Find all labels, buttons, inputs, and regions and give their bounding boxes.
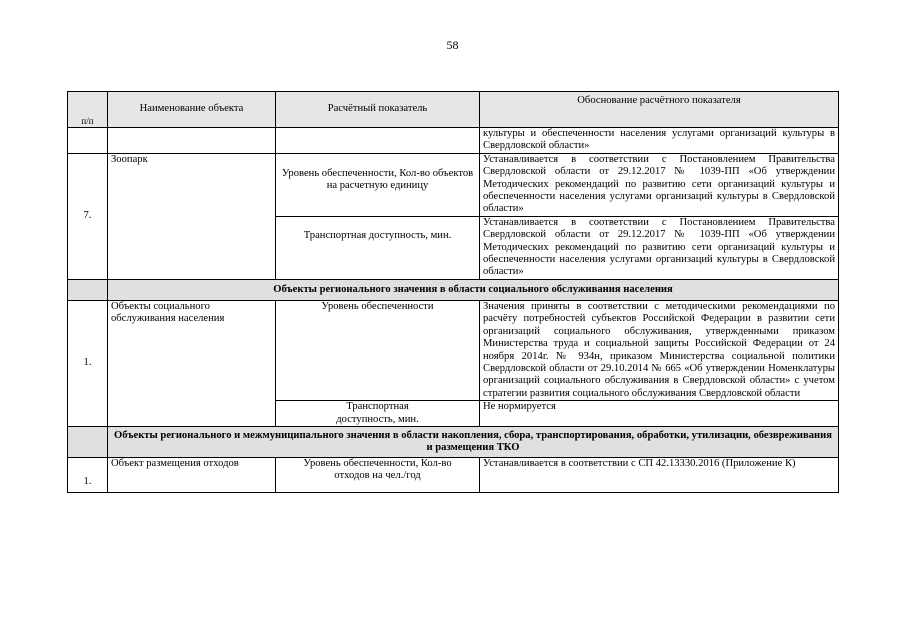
table-cell (68, 426, 108, 457)
section-title: Объекты регионального значения в области социального обслуживания населения (108, 279, 839, 300)
header-indicator: Расчётный показатель (276, 92, 480, 128)
table-row (68, 457, 839, 492)
section-title: Объекты регионального и межмуниципального значения в области накопления, сбора, транспортирования, обработки, утилизации, обезвреживания и размещения ТКО (108, 426, 839, 457)
justification-cell: культуры и обеспеченности населения услугами организаций культуры в Свердловской области» (480, 128, 839, 154)
justification-cell: Устанавливается в соответствии с Постановлением Правительства Свердловской области от 29.12.2017 № 1039-ПП «Об утверждении Методических рекомендаций по развитию сети организаций культуры и обеспеченности населения услугами организаций культуры в Свердловской области» (480, 153, 839, 216)
header-justification: Обоснование расчётного показателя (480, 92, 839, 128)
section-header-row (68, 426, 839, 457)
table-row (68, 153, 839, 216)
indicator-cell: Транспортная доступность, мин. (276, 216, 480, 279)
object-name: Объекты социального обслуживания населения (108, 300, 276, 426)
section-header-row (68, 279, 839, 300)
header-number: п/п (68, 92, 108, 128)
justification-cell: Устанавливается в соответствии с Постановлением Правительства Свердловской области от 29.12.2017 № 1039-ПП «Об утверждении Методических рекомендаций по развитию сети организаций культуры и обеспеченности населения услугами организаций культуры в Свердловской области» (480, 216, 839, 279)
justification-cell: Значения приняты в соответствии с методическими рекомендациями по расчёту потребностей субъектов Российской Федерации в развитии сети организаций социального обслуживания, утвержденными приказом Министерства труда и социальной защиты Российской Федерации от 24 ноября 2014г. № 934н, приказом Министерства социальной политики Свердловской области от 29.10.2014 № 665 «Об утверждении Номенклатуры организаций социального обслуживания в Свердловской области» с учетом стратегии развития социального обслуживания Свердловской области (480, 300, 839, 400)
table-cell (276, 128, 480, 154)
table-header-row (68, 92, 839, 128)
table-row (68, 300, 839, 400)
indicator-cell: Уровень обеспеченности, Кол-во отходов на чел./год (276, 457, 480, 492)
header-object-name: Наименование объекта (108, 92, 276, 128)
justification-cell: Устанавливается в соответствии с СП 42.13330.2016 (Приложение К) (480, 457, 839, 492)
table-cell (68, 279, 108, 300)
indicator-cell: Уровень обеспеченности (276, 300, 480, 400)
row-number: 1. (68, 300, 108, 426)
object-name: Зоопарк (108, 153, 276, 279)
page-number: 58 (446, 38, 459, 52)
object-name: Объект размещения отходов (108, 457, 276, 492)
justification-cell: Не нормируется (480, 401, 839, 427)
row-number: 1. (68, 457, 108, 492)
table-row (68, 128, 839, 154)
row-number: 7. (68, 153, 108, 279)
table-cell (68, 128, 108, 154)
indicator-cell: Уровень обеспеченности, Кол-во объектов на расчетную единицу (276, 153, 480, 216)
indicator-cell: Транспортная доступность, мин. (276, 401, 480, 427)
standards-table (67, 91, 839, 493)
table-cell (108, 128, 276, 154)
